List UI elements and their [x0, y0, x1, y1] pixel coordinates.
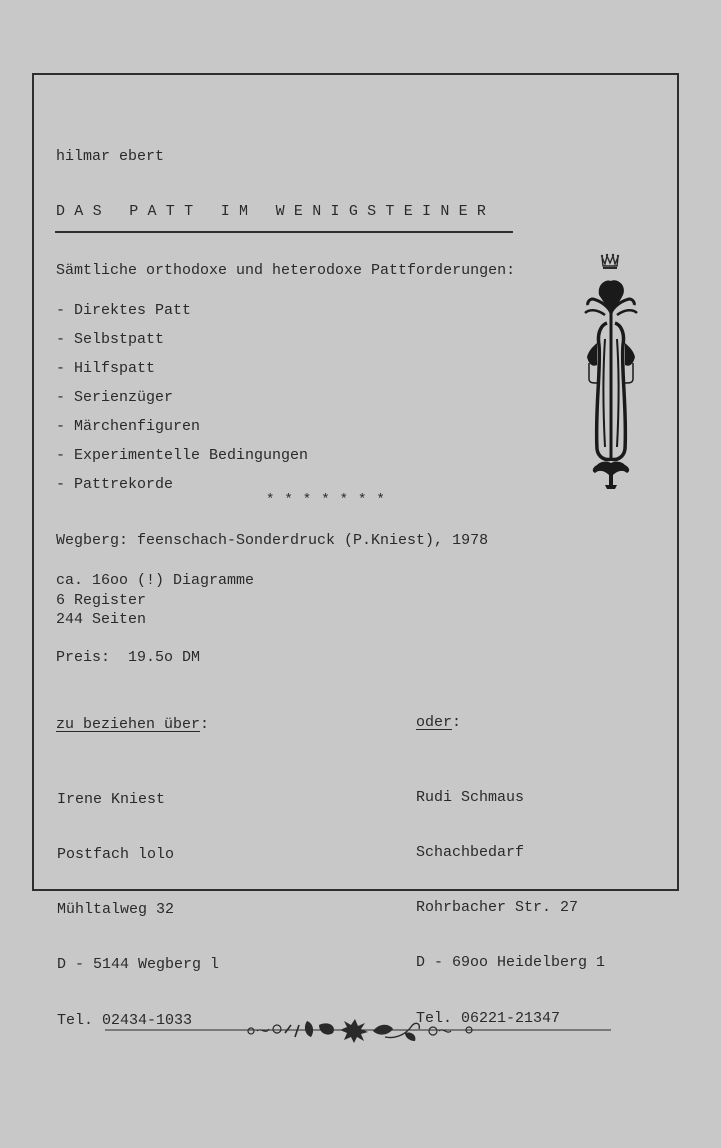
floral-divider-icon — [105, 1015, 611, 1045]
or-heading — [416, 713, 461, 732]
or-colon: : — [452, 714, 462, 731]
list-item: - Pattrekorde — [56, 476, 174, 493]
list-item: - Serienzüger — [56, 389, 174, 406]
intro-text: Sämtliche orthodoxe und heterodoxe Pattforderungen: — [56, 262, 516, 279]
order-heading — [56, 715, 209, 734]
floral-ornament-icon — [583, 279, 639, 489]
book-title: DAS PATT IM WENIGSTEINER — [56, 203, 496, 220]
order-colon: : — [200, 716, 210, 733]
crown-icon — [600, 253, 620, 270]
address-line: Tel. 02434-1033 — [57, 1011, 193, 1029]
list-item: - Experimentelle Bedingungen — [56, 447, 309, 464]
detail-line: 6 Register — [56, 592, 147, 609]
address-block-1 — [57, 754, 219, 1049]
price-line: Preis: 19.5o DM — [56, 649, 201, 666]
detail-line: 244 Seiten — [56, 611, 147, 628]
address-line: Rudi Schmaus — [416, 788, 525, 806]
star-separator: ******* — [266, 492, 395, 508]
address-line: Irene Kniest — [57, 790, 166, 808]
address-line: D - 69oo Heidelberg 1 — [416, 954, 606, 972]
publication-line: Wegberg: feenschach-Sonderdruck (P.Kniest), 1978 — [56, 532, 489, 549]
address-line: Schachbedarf — [416, 844, 525, 862]
list-item: - Hilfspatt — [56, 360, 156, 377]
list-item: - Selbstpatt — [56, 331, 165, 348]
address-line: Postfach lolo — [57, 846, 175, 864]
order-label: zu beziehen über — [56, 716, 201, 733]
title-underline — [55, 231, 513, 233]
address-line: Tel. 06221-21347 — [416, 1009, 561, 1027]
list-item: - Märchenfiguren — [56, 418, 201, 435]
or-label: oder — [416, 714, 453, 731]
author-name: hilmar ebert — [56, 148, 165, 165]
address-line: D - 5144 Wegberg l — [57, 956, 220, 974]
address-line: Mühltalweg 32 — [57, 901, 175, 919]
address-block-2 — [416, 752, 605, 1047]
list-item: - Direktes Patt — [56, 302, 192, 319]
address-line: Rohrbacher Str. 27 — [416, 899, 579, 917]
detail-line: ca. 16oo (!) Diagramme — [56, 572, 255, 589]
